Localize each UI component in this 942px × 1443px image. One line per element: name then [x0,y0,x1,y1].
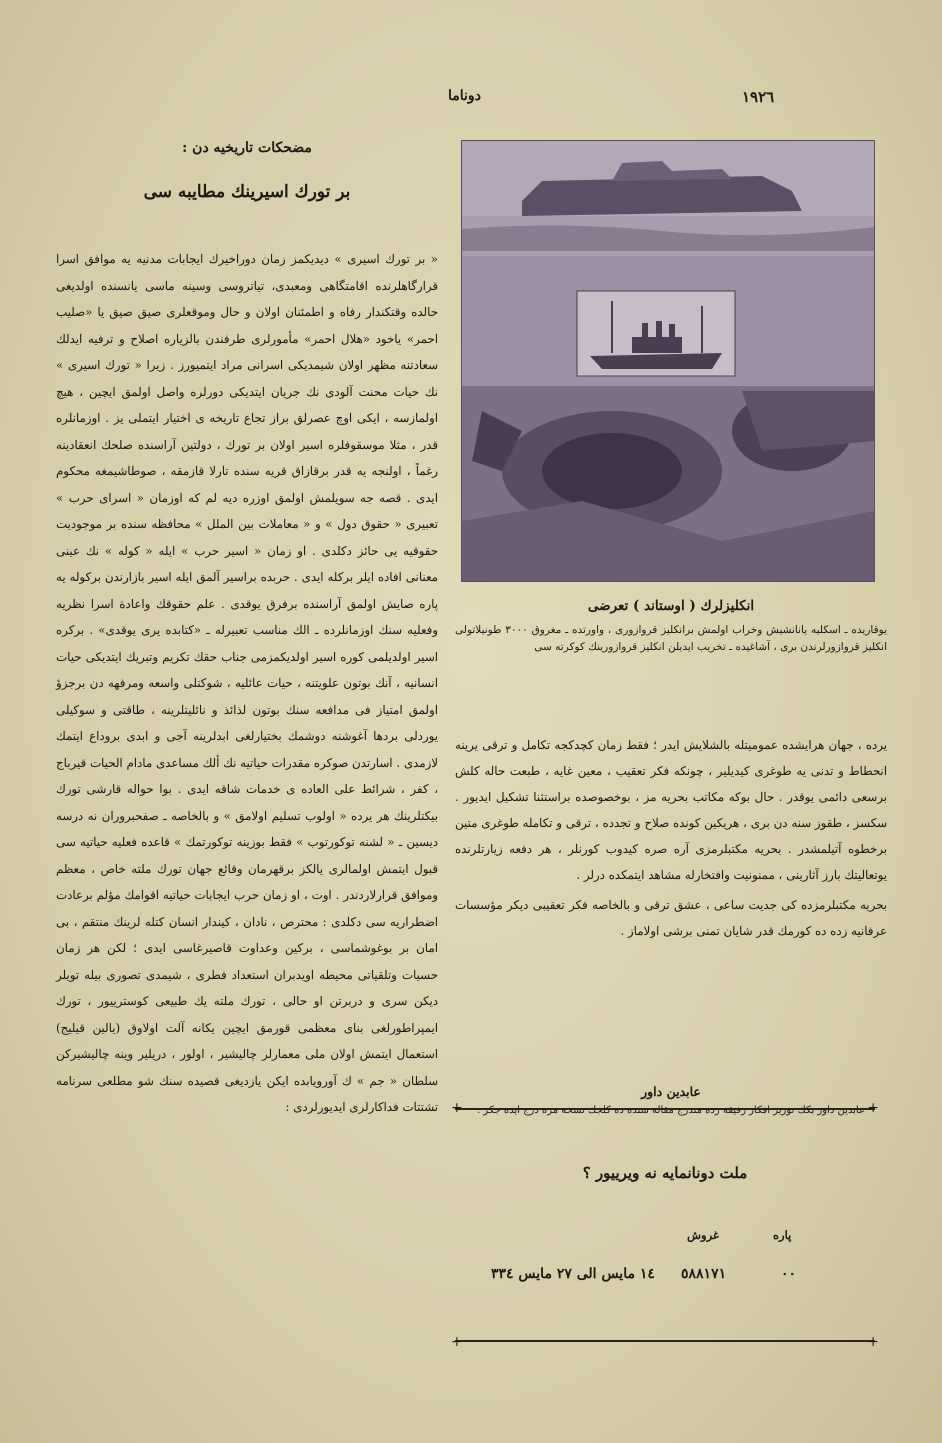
continuation-paragraph: يرده ، جهان هرايشده عموميتله بالشلايش ايدر ؛ فقط زمان كچدكجه تكامل و ترقى يرينه انحطاط و تدنى يه طوغرى كيديلير ، چونكه فكر تعقيب ، معين غايه ، طبعت حاله كلش برسعى دائمى يوقدر . حال بوكه مكاتب بحريه مز ، بوخصوصده براستثنا تشكيل ايديور . سكسز ، طقوز سنه دن برى ، هريكين كونده صلاح و تجدده ، ترقى و تكامله طوغرى متين برخطوه آتيلمشدر . بحريه مكتبلرمزى آره صره كيدوب كورنلر ، هر دفعه زيارتلرنده يوتعاليتك بارز آثارينى ، ممنونيت وافتخارله مشاهد ايتمكده درلر . [455,738,887,882]
author-note: عابدين داور بكك تورير افكار رفيقه رده مندرج مقاله سنده ده كلجك نسخه مزه درج ايده جكز . [477,1105,865,1116]
corner-mark-icon: + [867,1100,879,1116]
right-column [451,140,895,1350]
para-value: ٠٠ [781,1266,797,1282]
ship-photo [461,140,875,582]
period-text: ١٤ مايس الى ٢٧ مايس ٣٣٤ [491,1266,655,1282]
magazine-name: دوناما [448,88,481,104]
kurus-value: ٥٨٨١٧١ [681,1266,727,1282]
photo-caption [455,598,887,656]
subscription-box [451,1100,879,1350]
article-continuation [455,732,887,948]
article-title: بر تورك اسيرينك مطايبه سى [143,182,351,202]
corner-mark-icon: + [451,1334,463,1350]
caption-title: انكليزلرك ( اوستاند ) تعرضى [587,598,755,614]
continuation-paragraph: بحريه مكتبلرمزده كى جديت ساعى ، عشق ترقى و بالخاصه فكر تعقيبى ديكر مؤسسات عرفانيه زده ده كورمك قدر شايان تمنى برشى اولاماز . [455,898,887,938]
article-body [56,246,438,1121]
box-title: ملت دونانمايه نه ويرييور ؟ [582,1164,748,1182]
col-para-header: پاره [773,1228,792,1242]
page-header [0,88,942,116]
article-paragraph: « بر تورك اسيرى » ديديكمز زمان دوراخيرك ايجابات مدنيه يه موافق اسرا قرارگاهلرنده اقامتگاهى ومعبدى، تياتروسى وسينه ماسى يانسنده اولديغى حالده وقتكندار رفاه و اطمئنان اولان و حال وموقعلرى صيق صيق يا «صليب احمر» ياخود «هلال احمر» مأمورلرى طرفندن بالزياره اصلاح و ترفيه ايدلك سعادتنه مظهر اولان شيمديكى اسرانى مراد ايتميورز . زيرا « تورك اسيرى » نك حيات محنت آلودى نك جريان ايتديكى دورلره واصل اولمق ايچين ، هيچ اولمازسه ، ايكى اوچ عصرلق براز تجاع تاريخه ى اختيار ايتملى يز . اوزمانلره قدر ، مثلا موسقوفلره اسير اولان بر تورك ، دولتين آراسنده صلحك انعقادينه رغماً ، اولنجه يه قدر برقازاق قريه سنده تارلا قازمقه ، صوطاشيمغه محكوم ايدى . قصه جه سويلمش اولمق اوزره ديه لم كه اوزمان « اسراى حرب » تعبيرى « حقوق دول » و « معاملات بين الملل » محافظه سنده بر موجوديت حقوقيه يى حائز دكلدى . او زمان « اسير حرب » ايله « كوله » نك عينى معنانى افاده ايلر بركله ايدى . حربده براسير آلمق ايله اسير بازارندن بركوله يه پاره صايش اولمق آراسنده برفرق يوقدى . علم حقوقك واعادة اسرا نظريه وفعليه سنك اوزمانلرده ـ الك مناسب تعبيرله ـ «كتابده يرى يوقدى» . بركره اسير اولديلمى كوره اسير اولديكمزمى جناب حقك تكريم وتبريك ايتديكى حيات انسانيه ، آنك بوتون علويتنه ، حيات عائليه ، شوكتلى واسعه ومرفهه دن برجزؤ اولمق امتياز فى مدافعه سنك بوتون لذائذ و نائليتلرينه ، طاقتى و سوكيلى يوردلى بردها آغوشنه دوشمك بختيارلغى ابدلرينه آجى و ابدى بروداع ايتمك لازمدى . اسارتدن صوكره مقدرات حياتيه نك ألك مساعدى مادام الحيات قيرباج ، كفر ، شرائط على العاده ى خدمات شاقه ايدى . بوا حواله قارشى تورك بيكتلرينك هر يرده « اولوب تسليم اولامق » و بالخاصه ـ صفحبروران نه درسه ديسين ـ « لشنه توكورتوب » فقط بوزينه توكورتمك » قاعده فعليه حياتيه سى قبول ايتمش اولمالرى يالكز برقهرمان وقائع جهان تورك ملته خاص ، معظم وموافق قرارلاردندر . اوت ، او زمان حرب ايجابات حياتيه اقوامك مؤلم برعادت اضطراريه سى دكلدى : محترص ، نادان ، كيندار انسان كتله لرينك منتقم ، بى امان بر بوغوشماسى ، بركين وعداوت قاصيرغاسى ايدى ؛ لكن هر زمان حسيات وتلقياتى محيطه اويدبران استعداد فطرى ، شيمدى تصورى بيله تويلر ديكن سرى و دربرتن او حالى ، تورك ملته يك طبيعى كوسترييور ، تورك ايمپراطورلغى بناى معظمى قورمق ايچين يكانه آلت اولاوق (يالين قيليج) استعمال ايتمش اولان ملى معمارلر چاليشير ، اولور ، دريلير وينه چاليشيركن سلطان « جم » ك آورويابده ايكن يازديغى قصيده سنك شو مطلعى سرنامه تشتتات فداكارلرى ايديورلردى : [56,252,438,1114]
corner-mark-icon: + [451,1100,463,1116]
col-kurus-header: غروش [687,1228,719,1242]
corner-mark-icon: + [867,1334,879,1350]
author-name: عابدين داور [641,1084,701,1099]
section-label: مضحكات تاريخيه دن : [182,140,312,156]
caption-text: يوقاريده ـ اسكليه يانانشيش وخراب اولمش برانكليز قروازورى ، واورتده ـ مغروق ٣٠٠٠ طونيلاتولى انكليز قروازورلرندن برى ، آشاغيده ـ تخريب ايديلن انكليز قروازورينك كوكرته سى [455,624,887,653]
ship-photo-illustration [462,141,874,581]
article-column [56,140,438,1350]
page-number: ١٩٢٦ [742,88,775,106]
